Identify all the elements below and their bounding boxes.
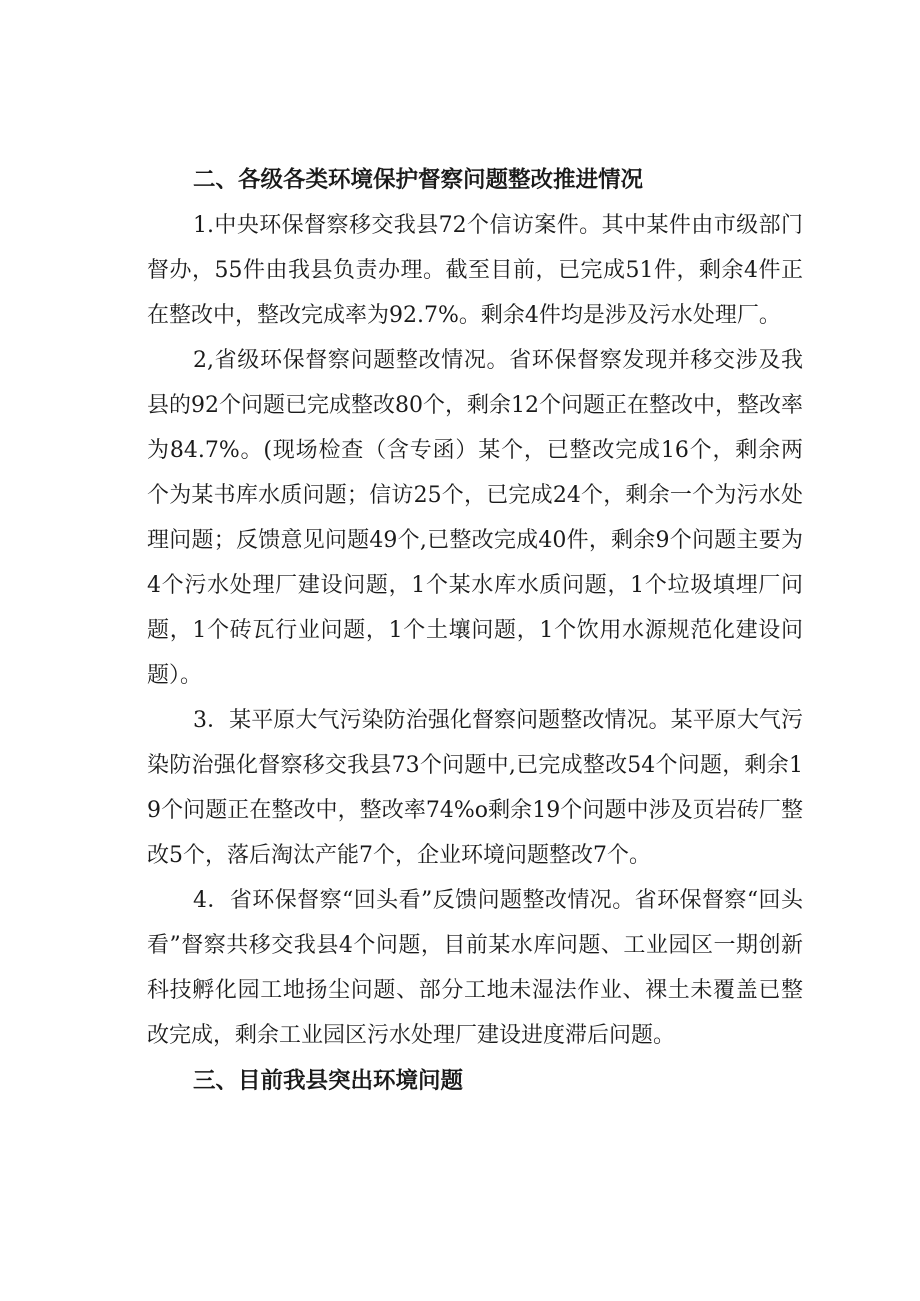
section-heading-3: 三、目前我县突出环境问题 — [193, 1068, 464, 1094]
paragraph-central-inspection: 1.中央环保督察移交我县72个信访案件。其中某件由市级部门督办，55件由我县负责办理。截至目前，已完成51件，剩余4件正在整改中，整改完成率为92.7%。剩余4件均是涉及污水处理厂。 — [147, 213, 803, 328]
section-heading-2: 二、各级各类环境保护督察问题整改推进情况 — [193, 167, 644, 193]
paragraph-look-back-inspection: 4．省环保督察“回头看”反馈问题整改情况。省环保督察“回头看”督察共移交我县4个问题，目前某水库问题、工业园区一期创新科技孵化园工地扬尘问题、部分工地未湿法作业、裸土未覆盖已整改完成，剩余工业园区污水处理厂建设进度滞后问题。 — [147, 888, 803, 1048]
paragraph-provincial-inspection: 2,省级环保督察问题整改情况。省环保督察发现并移交涉及我县的92个问题已完成整改80个，剩余12个问题正在整改中，整改率为84.7%。(现场检查（含专函）某个，已整改完成16个，剩余两个为某书库水质问题；信访25个，已完成24个，剩余一个为污水处理问题；反馈意见问题49个,已整改完成40件，剩余9个问题主要为4个污水处理厂建设问题，1个某水库水质问题，1个垃圾填埋厂问题，1个砖瓦行业问题，1个土壤问题，1个饮用水源规范化建设问题）。 — [147, 348, 803, 688]
paragraph-air-pollution-inspection: 3．某平原大气污染防治强化督察问题整改情况。某平原大气污染防治强化督察移交我县73个问题中,已完成整改54个问题，剩余19个问题正在整改中，整改率74%o剩余19个问题中涉及页岩砖厂整改5个，落后淘汰产能7个，企业环境问题整改7个。 — [147, 708, 803, 868]
document-page — [147, 158, 803, 1104]
